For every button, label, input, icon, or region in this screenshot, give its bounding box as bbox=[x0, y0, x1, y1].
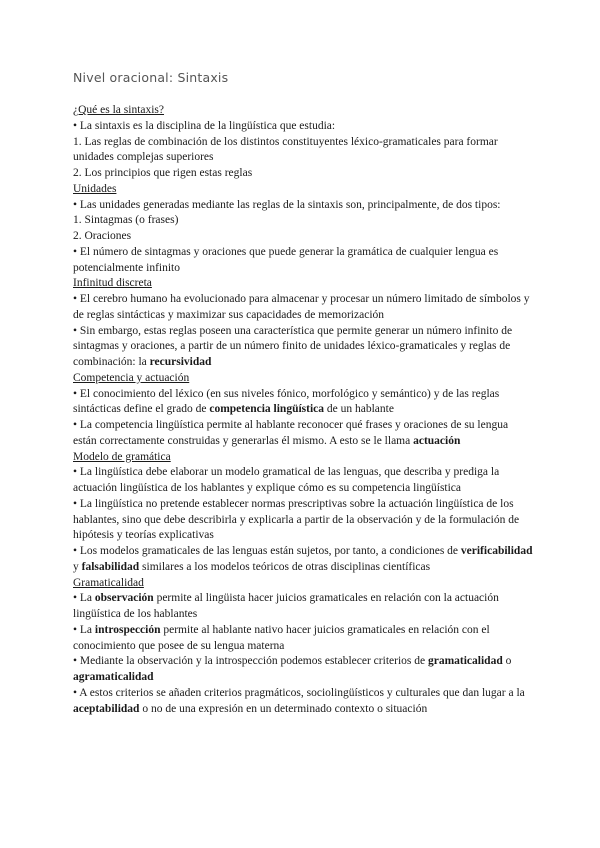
section-heading-gramaticalidad: Gramaticalidad bbox=[73, 576, 144, 589]
paragraph: 1. Sintagmas (o frases) bbox=[73, 214, 179, 227]
bold-term: recursividad bbox=[149, 356, 212, 368]
paragraph bbox=[73, 544, 533, 576]
bold-term: introspección bbox=[94, 623, 161, 636]
text-run: y bbox=[73, 560, 82, 573]
bold-term: gramaticalidad bbox=[427, 655, 503, 668]
bold-term: falsabilidad bbox=[81, 560, 140, 573]
section-heading-que-es-la-sintaxis: ¿Qué es la sintaxis? bbox=[73, 104, 165, 116]
text-run: • La competencia lingüística permite al hablante reconocer qué frases y oraciones de su lengua están correctamente construidas y generarlas él mismo. A esto se le llama bbox=[73, 419, 509, 447]
bold-term: observación bbox=[94, 592, 154, 605]
paragraph: 2. Los principios que rigen estas reglas bbox=[73, 167, 253, 179]
text-run: • Sin embargo, estas reglas poseen una característica que permite generar un número infinito de sintagmas y oraciones, a partir de un número finito de unidades léxico-gramaticales y reglas de combinación: la bbox=[73, 324, 513, 368]
paragraph bbox=[73, 418, 533, 450]
text-run: permite al hablante nativo hacer juicios gramaticales en relación con el conocimiento que posee de su lengua materna bbox=[73, 623, 490, 652]
paragraph bbox=[73, 654, 533, 686]
text-run: o no de una expresión en un determinado contexto o situación bbox=[139, 702, 428, 715]
text-run: • Mediante la observación y la introspección podemos establecer criterios de bbox=[73, 655, 428, 668]
paragraph: • La lingüística no pretende establecer normas prescriptivas sobre la actuación lingüística de los hablantes, sino que debe describirla y explicarla a partir de la observación y de la formulación de hipótesis y teorías explicativas bbox=[73, 497, 520, 542]
text-run: • La bbox=[73, 592, 95, 605]
text-run: similares a los modelos teóricos de otras disciplinas científicas bbox=[139, 560, 431, 573]
bold-term: competencia lingüística bbox=[209, 403, 325, 416]
paragraph: • El cerebro humano ha evolucionado para almacenar y procesar un número limitado de símbolos y de reglas sintácticas y maximizar sus capacidades de memorización bbox=[73, 293, 530, 321]
text-run: • Los modelos gramaticales de las lenguas están sujetos, por tanto, a condiciones de bbox=[73, 545, 461, 557]
text-run: permite al lingüista hacer juicios gramaticales en relación con la actuación lingüística de los hablantes bbox=[73, 592, 499, 620]
bold-term: aceptabilidad bbox=[73, 702, 140, 715]
section-heading-modelo-de-gramatica: Modelo de gramática bbox=[73, 450, 171, 463]
paragraph bbox=[73, 623, 533, 655]
bold-term: agramaticalidad bbox=[73, 671, 154, 683]
paragraph: • La sintaxis es la disciplina de la lingüística que estudia: bbox=[73, 119, 336, 132]
text-run: • A estos criterios se añaden criterios pragmáticos, sociolingüísticos y culturales que dan lugar a la bbox=[73, 686, 525, 699]
paragraph: 2. Oraciones bbox=[73, 230, 132, 242]
section-heading-competencia-y-actuacion: Competencia y actuación bbox=[73, 371, 190, 384]
text-run: o bbox=[502, 655, 512, 668]
page-title: Nivel oracional: Sintaxis bbox=[73, 70, 229, 85]
bold-term: verificabilidad bbox=[460, 545, 533, 557]
bold-term: actuación bbox=[413, 434, 461, 447]
document-body bbox=[73, 103, 533, 717]
paragraph: • La lingüística debe elaborar un modelo gramatical de las lenguas, que describa y prediga la actuación lingüística de los hablantes y explique cómo es su competencia lingüística bbox=[73, 466, 500, 494]
text-run: • La bbox=[73, 623, 95, 636]
section-heading-unidades: Unidades bbox=[73, 182, 117, 195]
paragraph: • El número de sintagmas y oraciones que puede generar la gramática de cualquier lengua es potencialmente infinito bbox=[73, 245, 499, 274]
paragraph: 1. Las reglas de combinación de los distintos constituyentes léxico-gramaticales para formar unidades complejas superiores bbox=[73, 135, 498, 164]
paragraph bbox=[73, 387, 533, 419]
paragraph: • Las unidades generadas mediante las reglas de la sintaxis son, principalmente, de dos tipos: bbox=[73, 198, 501, 211]
section-heading-infinitud-discreta: Infinitud discreta bbox=[73, 277, 152, 290]
text-run: de un hablante bbox=[324, 403, 394, 416]
text-run: • El conocimiento del léxico (en sus niveles fónico, morfológico y semántico) y de las reglas sintácticas define el grado de bbox=[73, 387, 500, 416]
paragraph bbox=[73, 324, 533, 371]
paragraph bbox=[73, 686, 533, 718]
paragraph bbox=[73, 591, 533, 623]
